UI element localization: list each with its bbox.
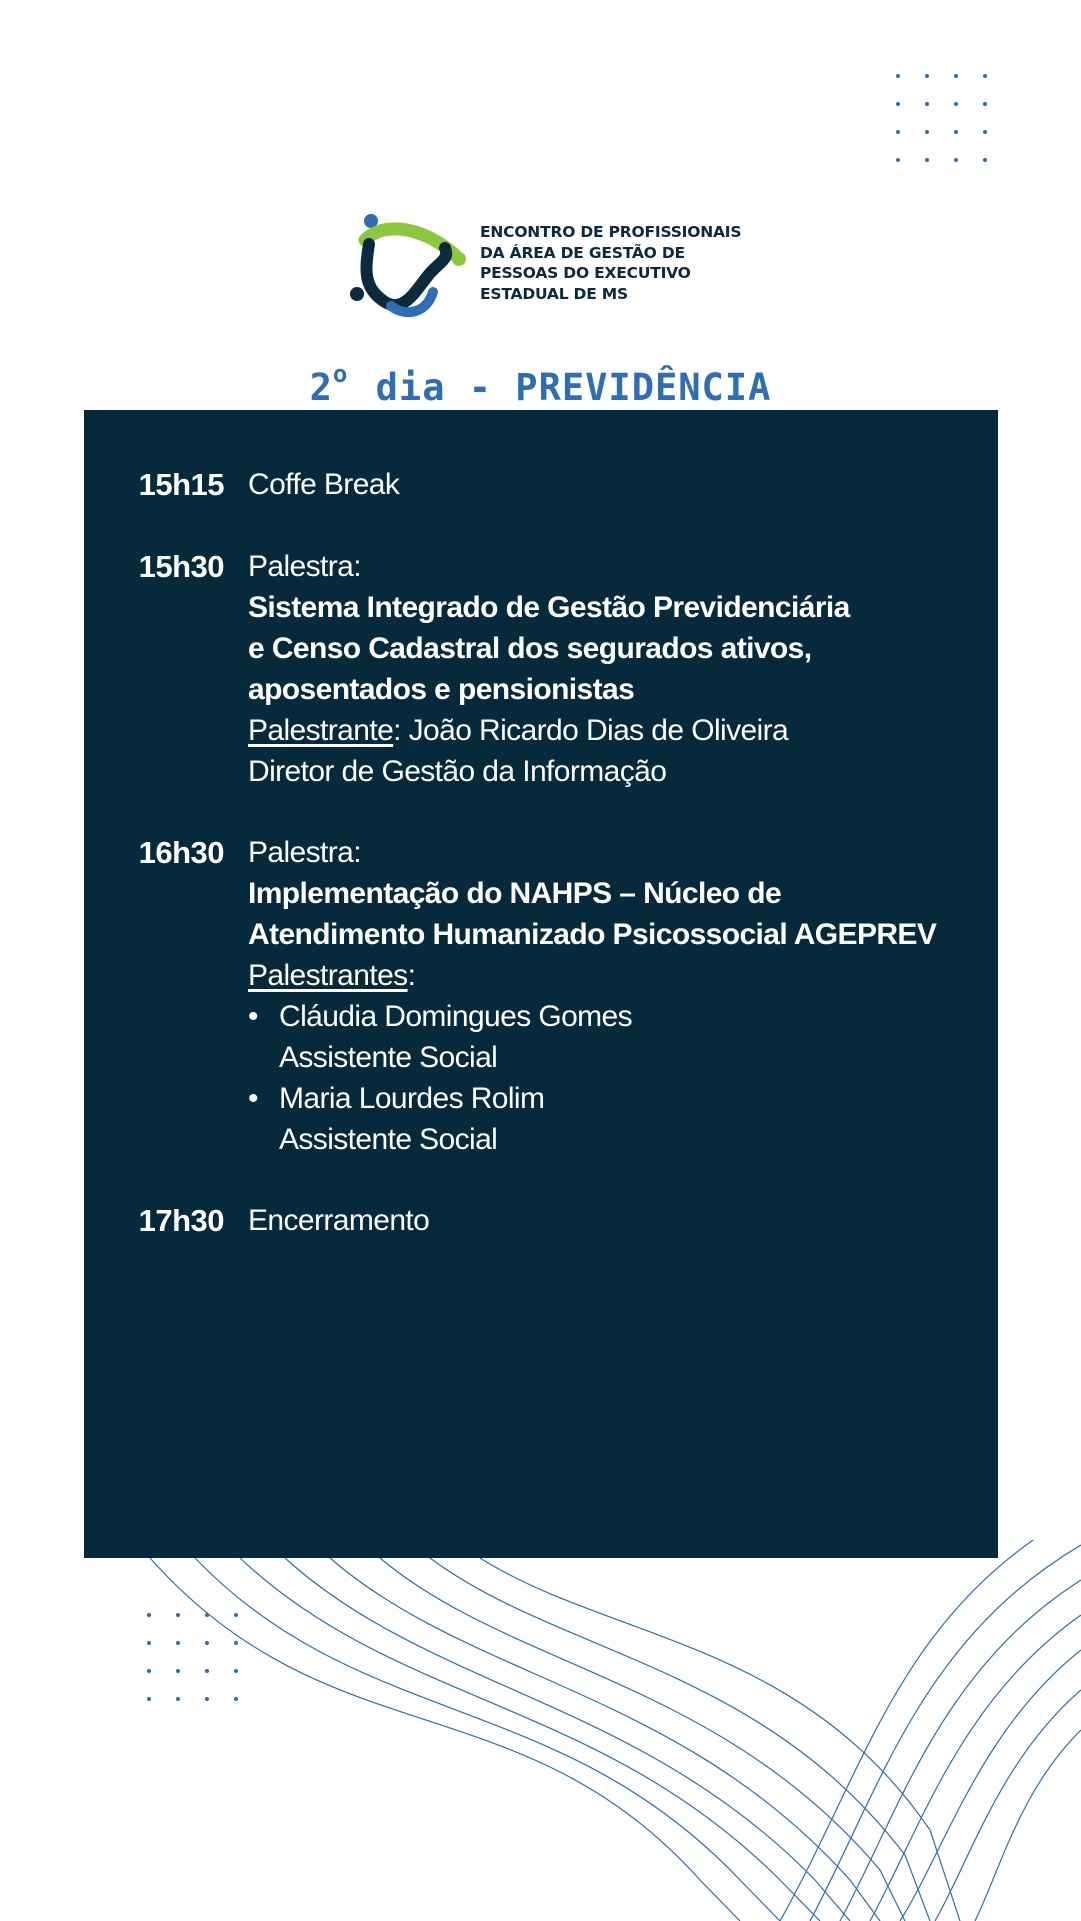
speaker-line: [248, 710, 988, 751]
speaker-role: Diretor de Gestão da Informação: [248, 755, 667, 788]
schedule-activity: [248, 464, 988, 505]
speakers-separator: :: [407, 959, 416, 992]
talk-kind: Palestra:: [248, 836, 361, 869]
speaker-label: Palestrante: [248, 714, 394, 747]
talk-title-line: aposentados e pensionistas: [248, 673, 635, 706]
talk-title-line: Sistema Integrado de Gestão Previdenciária: [248, 591, 850, 624]
bullet-icon: •: [248, 1082, 258, 1115]
activity-title: Coffe Break: [248, 468, 400, 501]
schedule-panel: [84, 410, 998, 1558]
speakers-line: [248, 955, 988, 996]
schedule-time: 16h30: [138, 835, 224, 870]
title-ordinal: o: [332, 360, 349, 388]
talk-title-line: Implementação do NAHPS – Núcleo de: [248, 877, 782, 910]
speaker-role: Assistente Social: [279, 1041, 498, 1074]
schedule-time: 15h30: [138, 549, 224, 584]
speaker-list-item: [248, 996, 988, 1078]
activity-title: Encerramento: [248, 1204, 430, 1237]
wave-lines-decoration: [0, 1540, 1081, 1921]
logo-text-line: DA ÁREA DE GESTÃO DE: [480, 243, 685, 262]
talk-kind: Palestra:: [248, 550, 361, 583]
event-logo-text: [480, 222, 741, 304]
speaker-name: João Ricardo Dias de Oliveira: [400, 714, 789, 747]
schedule-talk: [248, 832, 988, 1160]
speaker-name: Cláudia Domingues Gomes: [279, 1000, 633, 1033]
speaker-list-item: [248, 1078, 988, 1160]
talk-title-line: e Censo Cadastral dos segurados ativos,: [248, 632, 812, 665]
logo-text-line: PESSOAS DO EXECUTIVO: [480, 264, 691, 282]
schedule-time: 17h30: [138, 1203, 224, 1238]
speaker-separator: :: [393, 714, 401, 747]
page-title: [0, 360, 1081, 409]
schedule-talk: [248, 546, 988, 792]
speaker-name: Maria Lourdes Rolim: [279, 1082, 545, 1115]
schedule-time: 15h15: [138, 467, 224, 502]
logo-text-line: ENCONTRO DE PROFISSIONAIS: [480, 223, 742, 241]
title-text: dia - PREVIDÊNCIA: [375, 366, 772, 409]
schedule-activity: [248, 1200, 988, 1241]
title-day-number: 2: [309, 366, 333, 409]
speaker-role: Assistente Social: [279, 1123, 498, 1156]
talk-title-line: Atendimento Humanizado Psicossocial AGEPREV: [248, 918, 937, 951]
speakers-label: Palestrantes: [248, 959, 408, 992]
bullet-icon: •: [248, 1000, 258, 1033]
dot-grid-top-right: [896, 74, 996, 164]
logo-text-line: ESTADUAL DE MS: [480, 284, 628, 303]
